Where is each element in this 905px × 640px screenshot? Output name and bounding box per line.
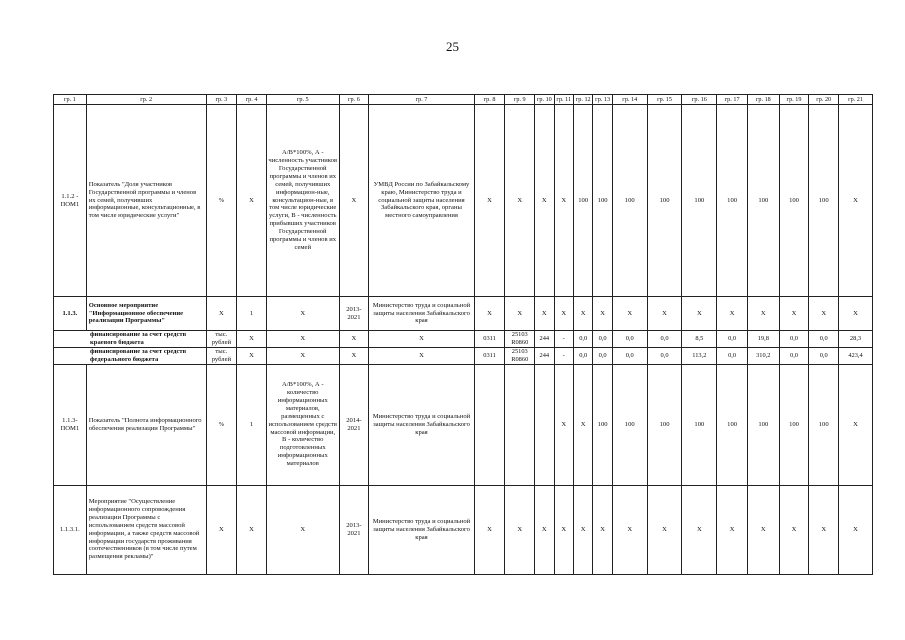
header-cell: гр. 8 — [474, 95, 505, 105]
table-cell: Х — [266, 347, 339, 364]
row-code: 1.1.2 - ПОМ1 — [54, 105, 87, 297]
table-cell: Х — [535, 485, 554, 574]
row-code: 1.1.3. — [54, 297, 87, 331]
table-cell: Х — [682, 485, 717, 574]
table-cell: 100 — [779, 364, 809, 485]
table-cell: Х — [647, 297, 682, 331]
table-cell: 0311 — [474, 331, 505, 348]
row-code: 1.1.3.1. — [54, 485, 87, 574]
table-cell: 8,5 — [682, 331, 717, 348]
table-cell: Х — [554, 485, 573, 574]
table-cell: Х — [237, 331, 267, 348]
table-cell: 28,3 — [839, 331, 873, 348]
program-indicators-table — [53, 94, 873, 575]
table-cell: Х — [839, 297, 873, 331]
table-cell: 0311 — [474, 347, 505, 364]
table-cell: 1 — [237, 297, 267, 331]
row-period: 2013-2021 — [339, 485, 369, 574]
table-cell: 0,0 — [573, 347, 592, 364]
header-cell: гр. 10 — [535, 95, 554, 105]
table-cell: Х — [505, 105, 535, 297]
table-cell: Х — [554, 105, 573, 297]
table-cell: Х — [839, 105, 873, 297]
header-cell: гр. 1 — [54, 95, 87, 105]
header-cell: гр. 4 — [237, 95, 267, 105]
table-cell: 0,0 — [647, 347, 682, 364]
table-cell: 1 — [237, 364, 267, 485]
row-description: Показатель "Полнота информационного обеспечения реализации Программы" — [86, 364, 206, 485]
table-cell: Х — [682, 297, 717, 331]
header-cell: гр. 3 — [206, 95, 237, 105]
table-row — [54, 347, 873, 364]
page-number: 25 — [446, 39, 459, 54]
header-cell: гр. 16 — [682, 95, 717, 105]
table-cell — [505, 364, 535, 485]
table-cell: 0,0 — [717, 331, 748, 348]
table-cell: 100 — [647, 364, 682, 485]
table-cell: - — [554, 331, 573, 348]
header-cell: гр. 14 — [612, 95, 647, 105]
table-cell: Х — [809, 485, 839, 574]
table-cell: Х — [717, 297, 748, 331]
row-description: Основное мероприятие "Информационное обеспечение реализации Программы" — [86, 297, 206, 331]
header-cell: гр. 19 — [779, 95, 809, 105]
table-cell: Х — [593, 485, 612, 574]
table-cell: 0,0 — [779, 347, 809, 364]
row-formula: Х — [266, 485, 339, 574]
table-cell: 0,0 — [593, 331, 612, 348]
row-unit: % — [206, 364, 237, 485]
table-cell: Х — [474, 485, 505, 574]
header-cell: гр. 17 — [717, 95, 748, 105]
header-cell: гр. 2 — [86, 95, 206, 105]
table-cell: Х — [339, 331, 369, 348]
table-cell: Х — [593, 297, 612, 331]
table-cell: 100 — [717, 364, 748, 485]
table-cell: 100 — [682, 105, 717, 297]
table-cell: 100 — [717, 105, 748, 297]
table-cell: 244 — [535, 347, 554, 364]
table-row — [54, 297, 873, 331]
table-cell: Х — [554, 297, 573, 331]
row-unit: Х — [206, 297, 237, 331]
table-cell: Х — [535, 297, 554, 331]
table-cell: Х — [505, 297, 535, 331]
table-cell: Х — [505, 485, 535, 574]
table-cell: Х — [809, 297, 839, 331]
table-cell: 25103 R0860 — [505, 347, 535, 364]
table-cell: Х — [573, 364, 592, 485]
header-cell: гр. 15 — [647, 95, 682, 105]
table-cell: Х — [839, 485, 873, 574]
row-period: Х — [339, 105, 369, 297]
row-executors: Министерство труда и социальной защиты населения Забайкальского края — [369, 364, 474, 485]
table-cell: 100 — [747, 105, 779, 297]
table-cell: 0,0 — [593, 347, 612, 364]
table-cell: Х — [647, 485, 682, 574]
header-cell: гр. 12 — [573, 95, 592, 105]
table-cell: 100 — [593, 364, 612, 485]
row-formula: А/В*100%, А - численность участников Государственной программы и членов их семей, получивших информацион-ные, консультацион-ные, в том числе юридические услуги, В - численность прибывших участников Государственной программы и членов их семей — [266, 105, 339, 297]
row-formula: Х — [266, 297, 339, 331]
table-cell: 100 — [593, 105, 612, 297]
table-cell: Х — [717, 485, 748, 574]
row-unit: тыс. рублей — [206, 347, 237, 364]
table-cell: 100 — [682, 364, 717, 485]
table-cell: Х — [237, 105, 267, 297]
table-cell: 100 — [647, 105, 682, 297]
header-cell: гр. 13 — [593, 95, 612, 105]
table-cell: 0,0 — [612, 331, 647, 348]
table-cell: Х — [779, 297, 809, 331]
table-cell: Х — [474, 105, 505, 297]
table-cell: 100 — [809, 105, 839, 297]
table-cell: Х — [612, 297, 647, 331]
row-description: Мероприятие "Осуществление информационного сопровождения реализации Программы с использованием средств массовой информации, а также средств массовой информации государств проживания соотечественников (в том числе путем размещения рекламы)" — [86, 485, 206, 574]
financing-label: финансирование за счет средств краевого бюджета — [54, 331, 207, 348]
header-cell: гр. 7 — [369, 95, 474, 105]
header-cell: гр. 11 — [554, 95, 573, 105]
row-executors: Министерство труда и социальной защиты населения Забайкальского края — [369, 485, 474, 574]
header-cell: гр. 6 — [339, 95, 369, 105]
table-cell: Х — [369, 347, 474, 364]
table-cell: 100 — [747, 364, 779, 485]
row-executors: УМВД России по Забайкальскому краю, Министерство труда и социальной защиты населения Забайкальского края, органы местного самоуправления — [369, 105, 474, 297]
table-cell — [535, 364, 554, 485]
row-period: 2014-2021 — [339, 364, 369, 485]
table-cell: Х — [573, 485, 592, 574]
table-cell — [474, 364, 505, 485]
table-cell: Х — [573, 297, 592, 331]
table-cell: 100 — [779, 105, 809, 297]
row-unit: тыс. рублей — [206, 331, 237, 348]
table-cell: 310,2 — [747, 347, 779, 364]
table-cell: Х — [839, 364, 873, 485]
table-cell: Х — [237, 485, 267, 574]
table-cell: Х — [779, 485, 809, 574]
table-cell: 100 — [573, 105, 592, 297]
row-description: Показатель "Доля участников Государственной программы и членов их семей, получивших информационные, консультационные, в том числе юридические услуги" — [86, 105, 206, 297]
table-cell: Х — [474, 297, 505, 331]
table-row — [54, 364, 873, 485]
header-cell: гр. 9 — [505, 95, 535, 105]
table-cell: 423,4 — [839, 347, 873, 364]
table-cell: 19,8 — [747, 331, 779, 348]
table-row — [54, 331, 873, 348]
table-row — [54, 105, 873, 297]
table-cell: 100 — [612, 364, 647, 485]
table-cell: Х — [747, 297, 779, 331]
row-unit: Х — [206, 485, 237, 574]
table-cell: Х — [369, 331, 474, 348]
table-cell: Х — [612, 485, 647, 574]
table-cell: 0,0 — [647, 331, 682, 348]
table-cell: 0,0 — [809, 347, 839, 364]
table-cell: 0,0 — [779, 331, 809, 348]
table-cell: 100 — [612, 105, 647, 297]
row-unit: % — [206, 105, 237, 297]
table-cell: Х — [266, 331, 339, 348]
header-cell: гр. 21 — [839, 95, 873, 105]
table-cell: Х — [747, 485, 779, 574]
table-row — [54, 485, 873, 574]
table-cell: Х — [339, 347, 369, 364]
table-cell: 100 — [809, 364, 839, 485]
row-formula: А/В*100%, А - количество информационных материалов, размещенных с использованием средств массовой информации, В - количество подготовленных информационных материалов — [266, 364, 339, 485]
header-row — [54, 95, 873, 105]
table-cell: 113,2 — [682, 347, 717, 364]
financing-label: финансирование за счет средств федерального бюджета — [54, 347, 207, 364]
table-cell: - — [554, 347, 573, 364]
row-executors: Министерство труда и социальной защиты населения Забайкальского края — [369, 297, 474, 331]
table-cell: 0,0 — [809, 331, 839, 348]
table-cell: Х — [554, 364, 573, 485]
table-cell: 25103 R0860 — [505, 331, 535, 348]
row-period: 2013-2021 — [339, 297, 369, 331]
header-cell: гр. 5 — [266, 95, 339, 105]
table-cell: 0,0 — [573, 331, 592, 348]
row-code: 1.1.3- ПОМ1 — [54, 364, 87, 485]
table-cell: Х — [535, 105, 554, 297]
table-cell: 244 — [535, 331, 554, 348]
header-cell: гр. 18 — [747, 95, 779, 105]
table-cell: 0,0 — [612, 347, 647, 364]
header-cell: гр. 20 — [809, 95, 839, 105]
table-cell: Х — [237, 347, 267, 364]
table-cell: 0,0 — [717, 347, 748, 364]
